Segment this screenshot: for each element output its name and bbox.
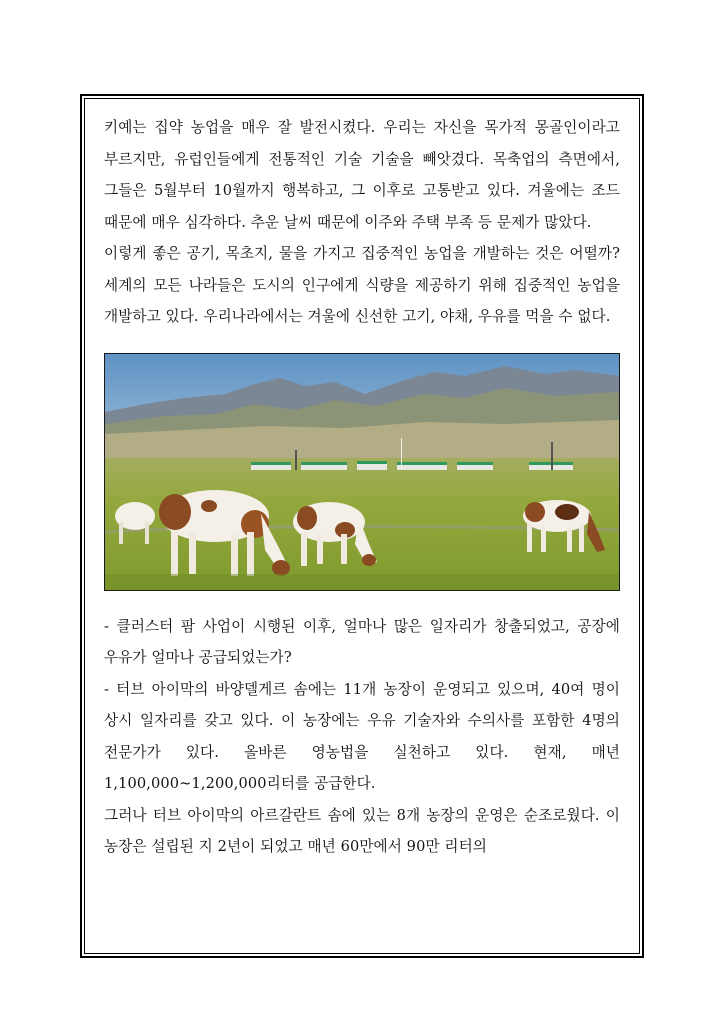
pasture-photo: [104, 353, 620, 591]
paragraph-intensive-farming: 키예는 집약 농업을 매우 잘 발전시켰다. 우리는 자신을 목가적 몽골인이라고 부르지만, 유럽인들에게 전통적인 기술 기술을 빼앗겼다. 목축업의 측면에서, 그들은 5월부터 10월까지 행복하고, 그 이후로 고통받고 있다. 겨울에는 조드 때문에 매우 심각하다. 추운 날씨 때문에 이주와 주택 부족 등 문제가 많았다.: [104, 119, 620, 231]
paragraph-food-supply: 이렇게 좋은 공기, 목초지, 물을 가지고 집중적인 농업을 개발하는 것은 어떨까? 세계의 모든 나라들은 도시의 인구에게 식량을 제공하기 위해 집중적인 농업을 개발하고 있다. 우리나라에서는 겨울에 신선한 고기, 야채, 우유를 먹을 수 없다.: [104, 245, 620, 325]
paragraph-bayandelger: - 터브 아이막의 바양델게르 솜에는 11개 농장이 운영되고 있으며, 40여 명이 상시 일자리를 갖고 있다. 이 농장에는 우유 기술자와 수의사를 포함한 4명의 전문가가 있다. 올바른 영농법을 실천하고 있다. 현재, 매년 1,100,000~1,200,000리터를 공급한다.: [104, 680, 620, 792]
pasture-illustration: [105, 354, 619, 590]
paragraph-argalant: 그러나 터브 아이막의 아르갈란트 솜에 있는 8개 농장의 운영은 순조로웠다. 이 농장은 설립된 지 2년이 되었고 매년 60만에서 90만 리터의: [104, 806, 620, 855]
document-body: [104, 112, 620, 863]
grass-texture: [105, 574, 619, 590]
paragraph-question: - 클러스터 팜 사업이 시행된 이후, 얼마나 많은 일자리가 창출되었고, 공장에 우유가 얼마나 공급되었는가?: [104, 617, 620, 666]
